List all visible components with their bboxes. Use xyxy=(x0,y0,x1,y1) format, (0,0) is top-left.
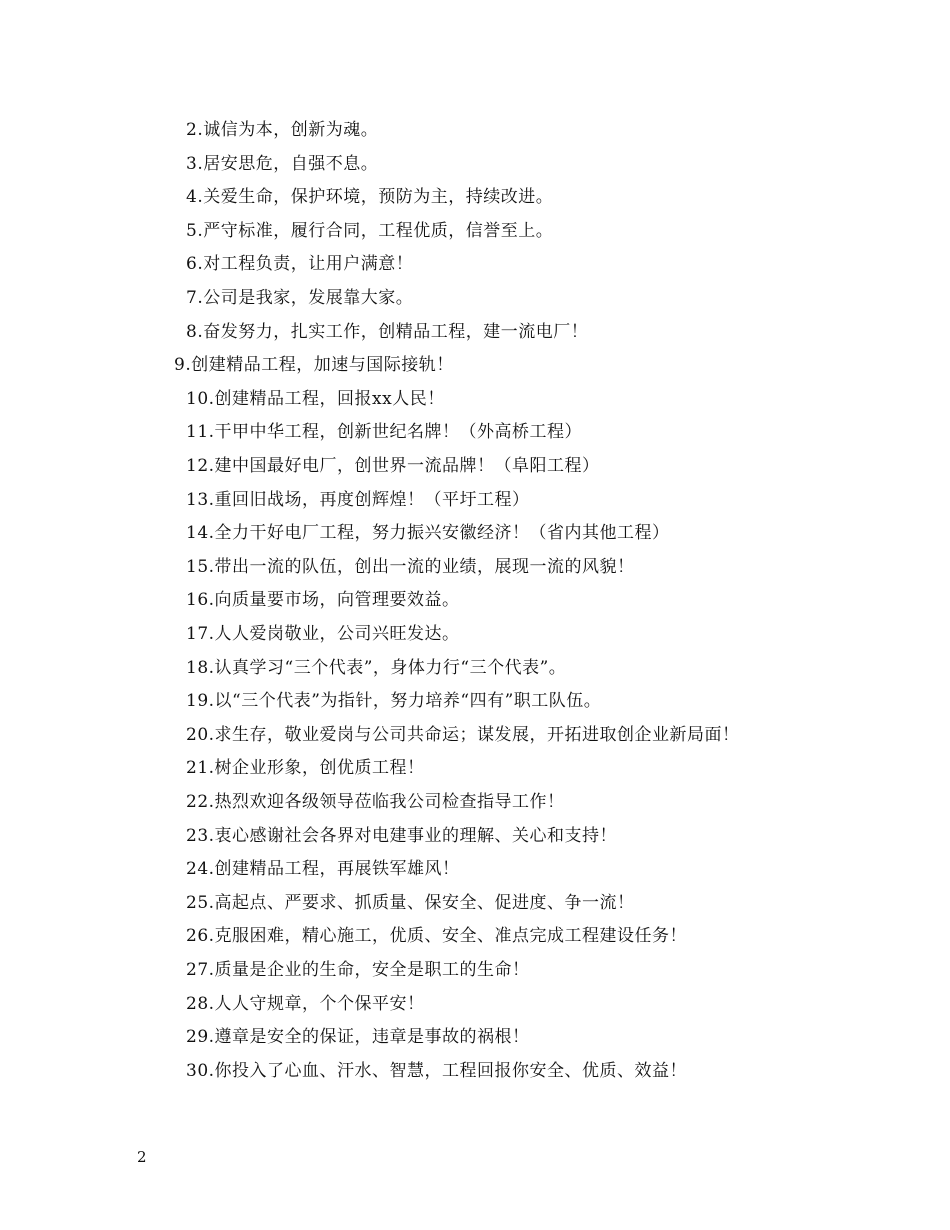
list-item: 11.干甲中华工程，创新世纪名牌！（外高桥工程） xyxy=(186,422,583,443)
list-item: 9.创建精品工程，加速与国际接轨！ xyxy=(174,355,454,376)
list-item: 28.人人守规章，个个保平安！ xyxy=(186,993,425,1014)
list-item: 14.全力干好电厂工程，努力振兴安徽经济！（省内其他工程） xyxy=(186,523,670,544)
list-item: 12.建中国最好电厂，创世界一流品牌！（阜阳工程） xyxy=(186,456,600,476)
list-item: 19.以“三个代表”为指针，努力培养“四有”职工队伍。 xyxy=(186,691,602,712)
list-item: 2.诚信为本，创新为魂。 xyxy=(186,120,379,140)
list-item: 13.重回旧战场，再度创辉煌！（平圩工程） xyxy=(186,489,530,510)
list-item: 26.克服困难，精心施工，优质、安全、准点完成工程建设任务！ xyxy=(186,926,688,947)
list-item: 10.创建精品工程，回报xx人民！ xyxy=(186,388,445,409)
list-item: 23.衷心感谢社会各界对电建事业的理解、关心和支持！ xyxy=(186,825,618,846)
list-item: 24.创建精品工程，再展铁军雄风！ xyxy=(186,859,460,880)
list-item: 18.认真学习“三个代表”，身体力行“三个代表”。 xyxy=(186,657,567,678)
list-item: 30.你投入了心血、汗水、智慧，工程回报你安全、优质、效益！ xyxy=(186,1060,688,1081)
list-item: 21.树企业形象，创优质工程！ xyxy=(186,758,425,779)
list-item: 27.质量是企业的生命，安全是职工的生命！ xyxy=(186,960,530,980)
list-item: 16.向质量要市场，向管理要效益。 xyxy=(186,590,460,611)
list-item: 4.关爱生命，保护环境，预防为主，持续改进。 xyxy=(186,187,554,208)
list-item: 5.严守标准，履行合同，工程优质，信誉至上。 xyxy=(186,220,554,241)
list-item: 6.对工程负责，让用户满意！ xyxy=(186,254,414,275)
list-item: 29.遵章是安全的保证，违章是事故的祸根！ xyxy=(186,1027,530,1048)
list-item: 8.奋发努力，扎实工作，创精品工程，建一流电厂！ xyxy=(186,321,589,342)
list-item: 22.热烈欢迎各级领导莅临我公司检查指导工作！ xyxy=(186,792,565,812)
list-item: 25.高起点、严要求、抓质量、保安全、促进度、争一流！ xyxy=(186,892,635,913)
list-item: 15.带出一流的队伍，创出一流的业绩，展现一流的风貌！ xyxy=(186,556,635,577)
list-item: 3.居安思危，自强不息。 xyxy=(186,153,379,174)
page-number: 2 xyxy=(137,1148,147,1166)
list-item: 20.求生存，敬业爱岗与公司共命运；谋发展，开拓进取创企业新局面！ xyxy=(186,724,740,745)
list-item: 7.公司是我家，发展靠大家。 xyxy=(186,288,414,308)
list-item: 17.人人爱岗敬业，公司兴旺发达。 xyxy=(186,624,460,644)
